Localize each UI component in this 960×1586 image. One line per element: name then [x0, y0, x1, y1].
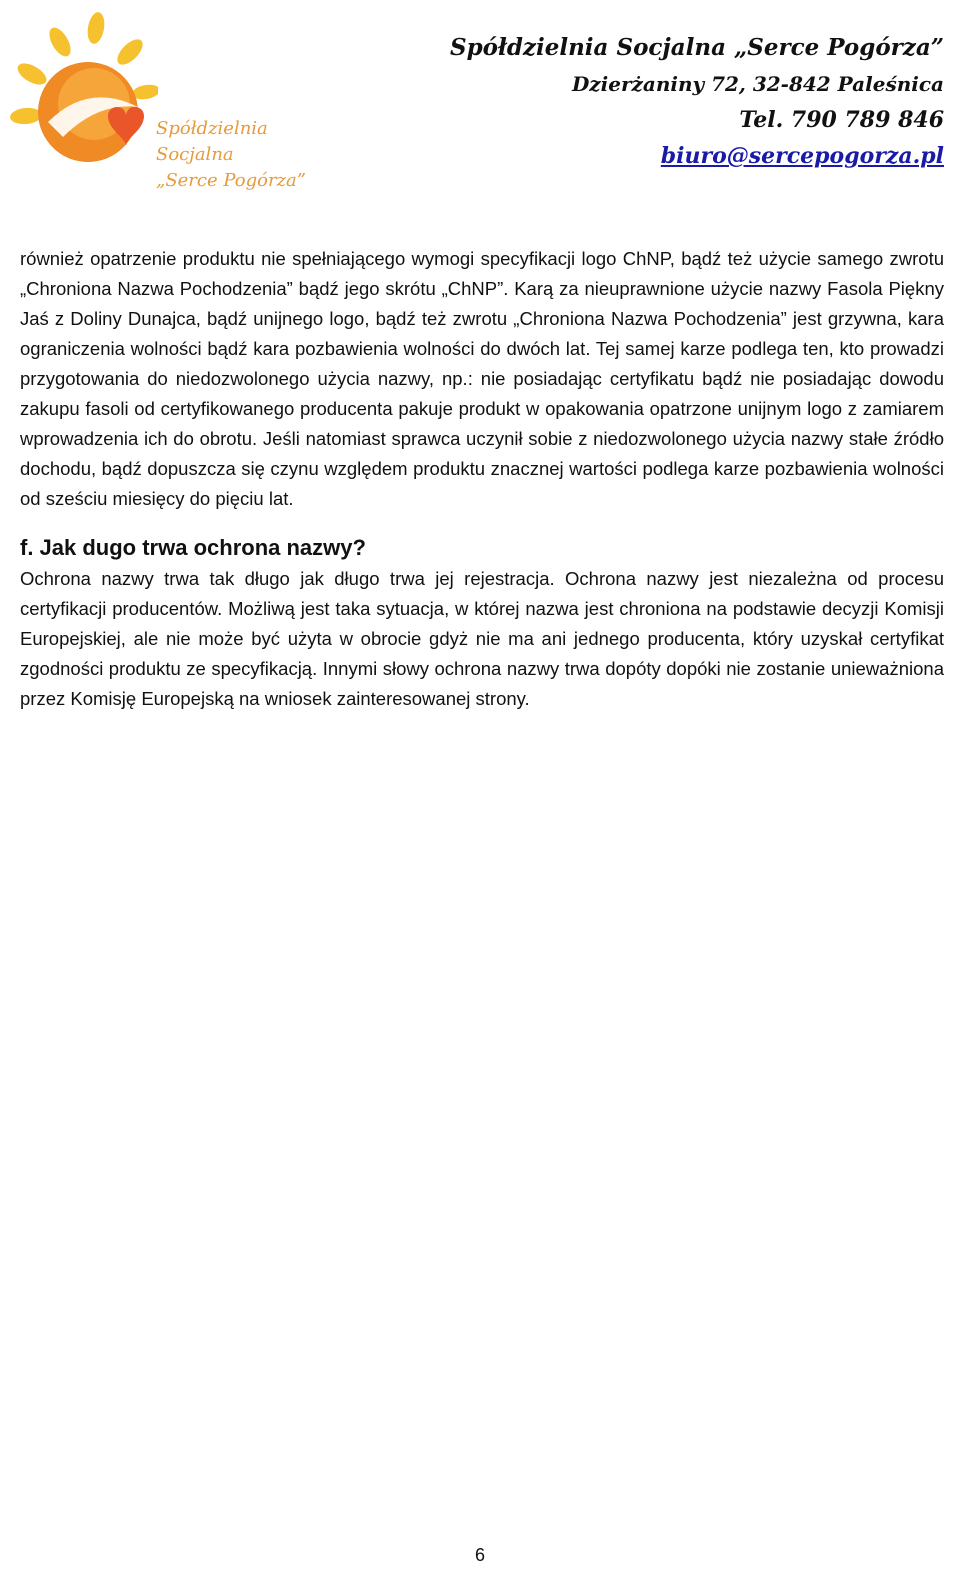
paragraph-protection-duration: Ochrona nazwy trwa tak długo jak długo trwa jej rejestracja. Ochrona nazwy jest niezależna od procesu certyfikacji producentów. Możliwą jest taka sytuacja, w której nazwa jest chroniona na podstawie decyzji Komisji Europejskiej, ale nie może być użyta w obrocie gdyż nie ma ani jednego producenta, który uzyskał certyfikat zgodności produktu ze specyfikacją. Innymi słowy ochrona nazwy trwa dopóty dopóki nie zostanie unieważniona przez Komisję Europejską na wniosek zainteresowanej strony.	[20, 568, 944, 709]
company-name: Spółdzielnia Socjalna „Serce Pogórza”	[449, 34, 944, 61]
paragraph-penalties: również opatrzenie produktu nie spełniającego wymogi specyfikacji logo ChNP, bądź też użycie samego zwrotu „Chroniona Nazwa Pochodzenia” bądź jego skrótu „ChNP”. Karą za nieuprawnione użycie nazwy Fasola Piękny Jaś z Doliny Dunajca, bądź unijnego logo, bądź też zwrotu „Chroniona Nazwa Pochodzenia” jest grzywna, kara ograniczenia wolności bądź kara pozbawienia wolności do dwóch lat. Tej samej karze podlega ten, kto prowadzi przygotowania do niedozwolonego użycia nazwy, np.: nie posiadając certyfikatu bądź nie posiadając dowodu zakupu fasoli od certyfikowanego producenta pakuje produkt w opakowania opatrzone unijnym logo z zamiarem wprowadzenia ich do obrotu. Jeśli natomiast sprawca uczynił sobie z niedozwolonego użycia nazwy stałe źródło dochodu, bądź dopuszcza się czynu względem produktu znacznej wartości podlega karze pozbawienia wolności od sześciu miesięcy do pięciu lat.	[20, 248, 944, 509]
sun-heart-icon	[8, 12, 158, 172]
logo-text-line2: „Serce Pogórza”	[156, 170, 306, 191]
logo-text-line1: Spółdzielnia Socjalna	[156, 118, 268, 165]
company-email-link[interactable]: biuro@sercepogorza.pl	[660, 143, 944, 169]
company-logo	[8, 12, 348, 191]
company-address: Dzierżaniny 72, 32-842 Paleśnica	[571, 72, 944, 96]
header-contact	[450, 30, 944, 174]
company-phone: Tel. 790 789 846	[739, 107, 944, 133]
page-number: 6	[474, 1545, 485, 1565]
logo-wordmark	[156, 116, 348, 194]
section-heading-f: f. Jak dugo trwa ochrona nazwy?	[20, 535, 366, 560]
document-body	[20, 244, 944, 714]
